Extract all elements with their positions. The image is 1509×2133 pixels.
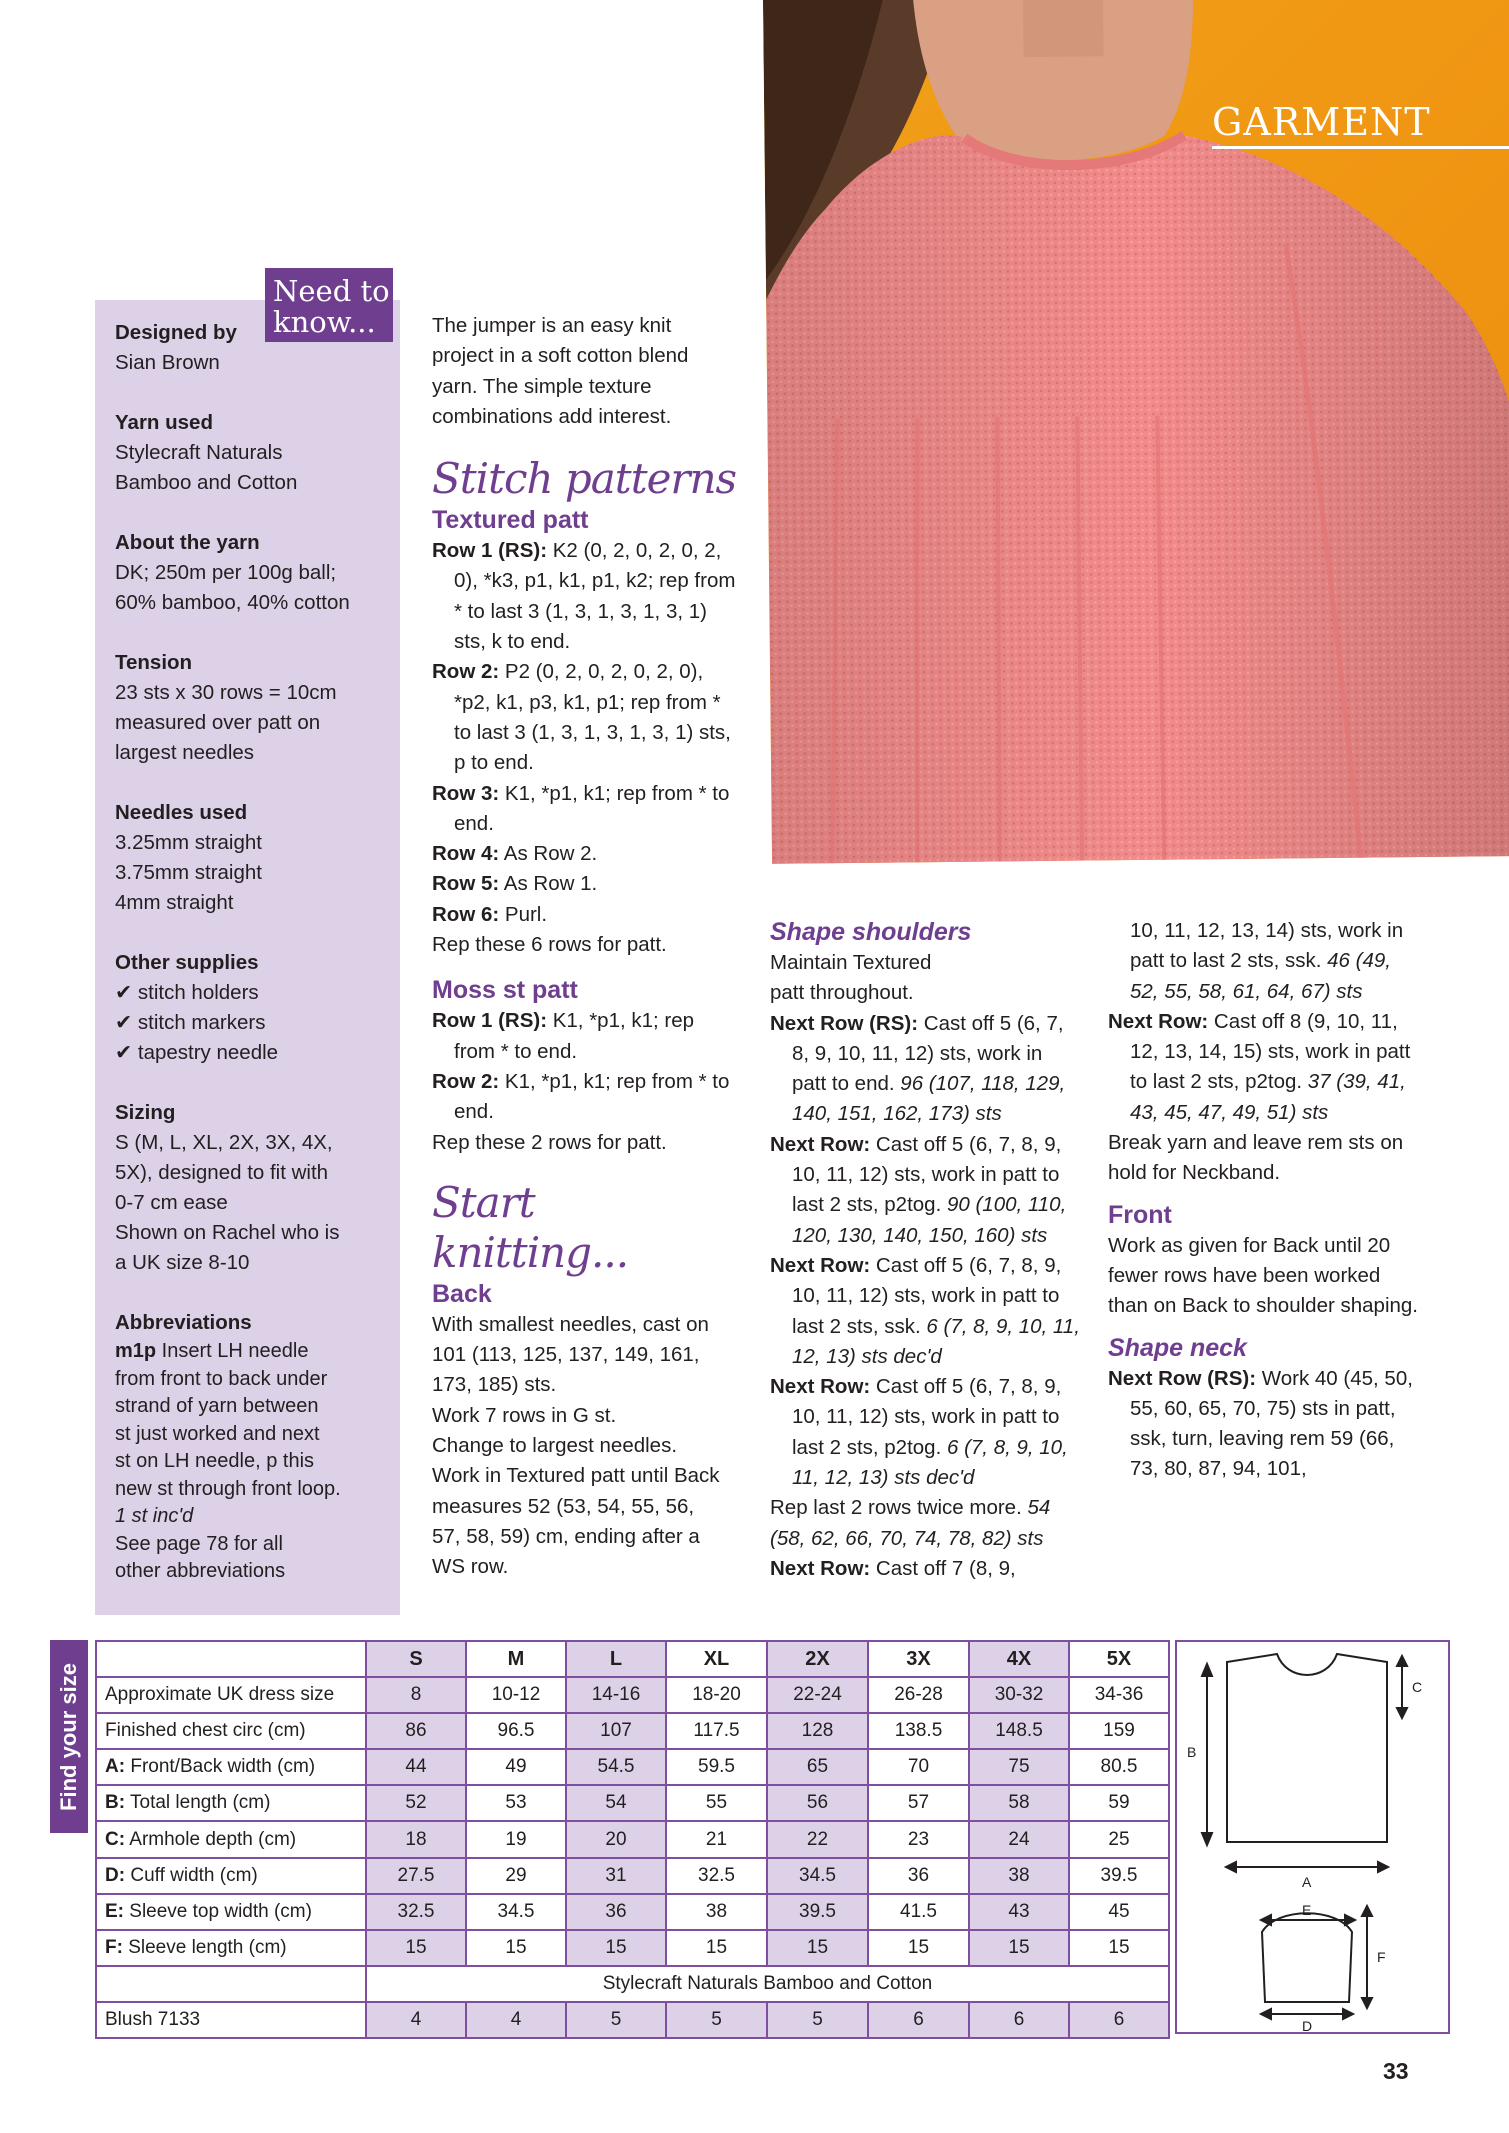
corner-cell [96,1641,366,1677]
section-label: GARMENT [1212,100,1509,149]
size-value: 128 [767,1713,868,1749]
body-schematic [1227,1654,1387,1842]
yarn-line: Bamboo and Cotton [115,471,298,494]
sizing-block [115,1098,382,1278]
size-table [95,1640,1170,2039]
intro-line: The jumper is an easy knit [432,314,672,337]
front-title: Front [1108,1200,1172,1229]
dim-label-b: B [1187,1744,1197,1760]
shoulders-intro: patt throughout. [770,981,914,1005]
size-value: 53 [466,1785,566,1821]
sleeve-schematic [1262,1913,1352,2002]
back-line: With smallest needles, cast on [432,1312,709,1336]
size-value: 29 [466,1858,566,1894]
pattern-row: Row 6: Purl. [432,902,548,926]
size-table-row [96,1930,1169,1966]
stitch-patterns-heading: Stitch patterns [432,454,737,504]
moss-patt-title: Moss st patt [432,976,578,1005]
size-value: 36 [566,1894,666,1930]
size-value: 32.5 [666,1858,767,1894]
intro-line: project in a soft cotton blend [432,344,689,368]
size-value: 43 [969,1894,1069,1930]
back-line: Work 7 rows in G st. [432,1403,617,1427]
tension-heading: Tension [115,651,193,674]
designed-by-heading: Designed by [115,321,237,344]
size-value: 15 [767,1930,868,1966]
size-header: 2X [767,1641,868,1677]
size-value: 96.5 [466,1713,566,1749]
pattern-repeat: Rep these 6 rows for patt. [432,933,667,957]
tension-line: 23 sts x 30 rows = 10cm [115,681,337,704]
size-value: 36 [868,1858,969,1894]
other-supplies-heading: Other supplies [115,951,259,974]
sizing-line: Shown on Rachel who is [115,1221,340,1244]
size-value: 34-36 [1069,1677,1169,1713]
back-line: WS row. [432,1555,509,1579]
row-label: F: Sleeve length (cm) [96,1930,366,1966]
size-value: 22 [767,1821,868,1857]
textured-patt-title: Textured patt [432,506,589,535]
pattern-column-1 [432,311,737,1583]
row-label: C: Armhole depth (cm) [96,1821,366,1857]
shoulder-step: Next Row: Cast off 5 (6, 7, 8, 9, 10, 11, 12) sts, work in patt to last 2 sts, p2tog. 6 (7, 8, 9, 10, 11, 12, 13) sts dec'd [770,1375,1068,1490]
start-knitting-heading: Start knitting... [432,1177,629,1277]
row-label: Approximate UK dress size [96,1677,366,1713]
size-value: 15 [466,1930,566,1966]
size-header: 4X [969,1641,1069,1677]
size-value: 59 [1069,1785,1169,1821]
needles-block [115,798,382,918]
dim-label-e: E [1302,1902,1312,1918]
shape-shoulders-title: Shape shoulders [770,918,972,946]
back-title: Back [432,1279,492,1308]
needles-heading: Needles used [115,801,248,824]
yarn-line: Stylecraft Naturals [115,441,283,464]
dim-label-c: C [1412,1679,1423,1695]
size-value: 27.5 [366,1858,466,1894]
size-value: 15 [1069,1930,1169,1966]
about-yarn-heading: About the yarn [115,531,260,554]
size-value: 25 [1069,1821,1169,1857]
blank-cell [96,1966,366,2002]
size-value: 31 [566,1858,666,1894]
size-value: 44 [366,1749,466,1785]
need-to-know-panel [95,300,400,1615]
back-line: 173, 185) sts. [432,1373,557,1397]
size-value: 56 [767,1785,868,1821]
about-yarn-line: DK; 250m per 100g ball; [115,561,337,584]
yarn-balls-value: 4 [366,2002,466,2038]
size-table-row [96,1894,1169,1930]
size-value: 15 [666,1930,767,1966]
pattern-row: Row 1 (RS): K2 (0, 2, 0, 2, 0, 2, 0), *k3, p1, k1, p1, k2; rep from * to last 3 (1, 3, 1, 3, 1, 3, 1) sts, k to end. [432,539,736,654]
pattern-row: Row 1 (RS): K1, *p1, k1; rep from * to end. [432,1009,695,1063]
size-value: 65 [767,1749,868,1785]
abbreviation-term: m1p [115,1340,157,1362]
size-value: 21 [666,1821,767,1857]
size-value: 20 [566,1821,666,1857]
size-value: 159 [1069,1713,1169,1749]
size-value: 18 [366,1821,466,1857]
yarn-used-block [115,408,382,498]
size-value: 138.5 [868,1713,969,1749]
sizing-heading: Sizing [115,1101,176,1124]
shoulder-step: Next Row: Cast off 8 (9, 10, 11, 12, 13, 14, 15) sts, work in patt to last 2 sts, p2tog. 37 (39, 41, 43, 45, 47, 49, 51) sts [1108,1009,1411,1124]
size-value: 117.5 [666,1713,767,1749]
pattern-repeat: Rep these 2 rows for patt. [432,1130,667,1154]
sizing-line: S (M, L, XL, 2X, 3X, 4X, [115,1131,333,1154]
needle-line: 3.75mm straight [115,861,262,884]
size-table-row [96,1858,1169,1894]
back-line: 57, 58, 59) cm, ending after a [432,1524,700,1548]
size-value: 49 [466,1749,566,1785]
shoulder-step: Next Row: Cast off 5 (6, 7, 8, 9, 10, 11, 12) sts, work in patt to last 2 sts, ssk. 6 (7, 8, 9, 10, 11, 12, 13) sts dec'd [770,1253,1080,1368]
row-label: E: Sleeve top width (cm) [96,1894,366,1930]
row-label: Finished chest circ (cm) [96,1713,366,1749]
size-value: 80.5 [1069,1749,1169,1785]
size-value: 15 [566,1930,666,1966]
size-value: 86 [366,1713,466,1749]
size-value: 75 [969,1749,1069,1785]
size-value: 39.5 [1069,1858,1169,1894]
back-line: measures 52 (53, 54, 55, 56, [432,1494,695,1518]
pattern-row: Row 2: K1, *p1, k1; rep from * to end. [432,1069,730,1124]
size-value: 34.5 [466,1894,566,1930]
size-table-row [96,1821,1169,1857]
abbreviation-line: new st through front loop. [115,1477,341,1500]
yarn-balls-value: 6 [1069,2002,1169,2038]
abbreviation-line: st on LH needle, p this [115,1450,315,1472]
yarn-balls-value: 5 [767,2002,868,2038]
sizing-line: a UK size 8-10 [115,1251,250,1274]
size-value: 148.5 [969,1713,1069,1749]
size-value: 58 [969,1785,1069,1821]
yarn-balls-value: 6 [868,2002,969,2038]
pattern-row: Row 3: K1, *p1, k1; rep from * to end. [432,781,730,835]
abbreviation-more: See page 78 for all [115,1532,283,1555]
tension-line: measured over patt on [115,711,321,734]
size-value: 18-20 [666,1677,767,1713]
size-table-row [96,1785,1169,1821]
shoulder-repeat: Rep last 2 rows twice more. 54 (58, 62, 66, 70, 74, 78, 82) sts [770,1496,1051,1550]
yarn-balls-value: 4 [466,2002,566,2038]
size-value: 24 [969,1821,1069,1857]
size-header: S [366,1641,466,1677]
size-value: 8 [366,1677,466,1713]
abbreviations-block [115,1308,382,1586]
size-value: 41.5 [868,1894,969,1930]
abbreviation-line [115,1338,382,1366]
row-label: B: Total length (cm) [96,1785,366,1821]
shoulder-step: Next Row (RS): Cast off 5 (6, 7, 8, 9, 10, 11, 12) sts, work in patt to end. 96 (107, 118, 129, 140, 151, 162, 173) sts [770,1011,1066,1126]
back-line: Work in Textured patt until Back [432,1464,720,1488]
row-label: D: Cuff width (cm) [96,1858,366,1894]
size-value: 55 [666,1785,767,1821]
need-tag-line: Need to [273,274,390,308]
supply-item: ✔ stitch holders [115,981,259,1004]
size-value: 54 [566,1785,666,1821]
size-value: 22-24 [767,1677,868,1713]
intro-line: combinations add interest. [432,404,672,428]
tension-block [115,648,382,768]
size-value: 70 [868,1749,969,1785]
yarn-colour-label: Blush 7133 [96,2002,366,2038]
break-yarn-text: Break yarn and leave rem sts on hold for Neckband. [1108,1131,1404,1185]
size-value: 52 [366,1785,466,1821]
size-value: 57 [868,1785,969,1821]
about-yarn-line: 60% bamboo, 40% cotton [115,591,350,614]
tension-line: largest needles [115,741,255,764]
about-yarn-block [115,528,382,618]
size-header: L [566,1641,666,1677]
neck-step: Next Row (RS): Work 40 (45, 50, 55, 60, 65, 70, 75) sts in patt, ssk, turn, leaving rem 59 (66, 73, 80, 87, 94, 101, [1108,1366,1413,1481]
dim-label-f: F [1377,1949,1386,1965]
shoulder-continued: 10, 11, 12, 13, 14) sts, work in patt to last 2 sts, ssk. 46 (49, 52, 55, 58, 61, 64, 67) sts [1130,919,1404,1003]
abbreviation-line: strand of yarn between [115,1395,319,1417]
front-text: Work as given for Back until 20 fewer rows have been worked than on Back to shoulder shaping. [1108,1233,1418,1318]
shoulder-step: Next Row: Cast off 7 (8, 9, [770,1556,1016,1580]
dim-label-a: A [1302,1874,1312,1890]
size-value: 15 [868,1930,969,1966]
size-value: 15 [366,1930,466,1966]
needle-line: 3.25mm straight [115,831,262,854]
need-to-know-tag [265,268,393,342]
needle-line: 4mm straight [115,891,234,914]
size-table-row [96,1713,1169,1749]
size-value: 45 [1069,1894,1169,1930]
yarn-balls-value: 6 [969,2002,1069,2038]
size-value: 19 [466,1821,566,1857]
size-value: 107 [566,1713,666,1749]
size-header: M [466,1641,566,1677]
size-value: 59.5 [666,1749,767,1785]
supply-item: ✔ tapestry needle [115,1041,279,1064]
size-table-row [96,1677,1169,1713]
yarn-balls-value: 5 [666,2002,767,2038]
schematic-svg [1177,1642,1448,2032]
intro-line: yarn. The simple texture [432,374,652,398]
size-header-row [96,1641,1169,1677]
size-value: 23 [868,1821,969,1857]
yarn-header-row [96,1966,1169,2002]
shoulder-step: Next Row: Cast off 5 (6, 7, 8, 9, 10, 11, 12) sts, work in patt to last 2 sts, p2tog. 90 (100, 110, 120, 130, 140, 150, 160) sts [770,1132,1067,1247]
shoulders-intro: Maintain Textured [770,951,932,974]
yarn-header: Stylecraft Naturals Bamboo and Cotton [366,1966,1169,2002]
size-value: 39.5 [767,1894,868,1930]
size-value: 54.5 [566,1749,666,1785]
pattern-row: Row 5: As Row 1. [432,872,598,896]
page-number: 33 [1383,2058,1409,2084]
size-table-row [96,1749,1169,1785]
dim-label-d: D [1302,2018,1313,2032]
size-header: 3X [868,1641,969,1677]
yarn-used-heading: Yarn used [115,411,213,434]
yarn-balls-value: 5 [566,2002,666,2038]
abbreviation-line: st just worked and next [115,1422,320,1445]
abbreviation-note: 1 st inc'd [115,1505,194,1527]
size-value: 15 [969,1930,1069,1966]
size-value: 34.5 [767,1858,868,1894]
pattern-column-2 [770,916,1080,1584]
find-your-size-tab: Find your size [50,1640,88,1833]
pattern-row: Row 4: As Row 2. [432,842,598,866]
abbreviations-heading: Abbreviations [115,1311,252,1334]
other-supplies-block [115,948,382,1068]
back-line: Change to largest needles. [432,1434,678,1458]
abbreviation-more: other abbreviations [115,1560,286,1582]
yarn-amount-row [96,2002,1169,2038]
size-header: 5X [1069,1641,1169,1677]
back-line: 101 (113, 125, 137, 149, 161, [432,1343,700,1367]
size-value: 30-32 [969,1677,1069,1713]
size-header: XL [666,1641,767,1677]
size-value: 38 [969,1858,1069,1894]
sizing-line: 5X), designed to fit with [115,1161,329,1184]
abbreviation-text: Insert LH needle [156,1340,309,1362]
pattern-column-3 [1108,916,1418,1485]
garment-diagram [1175,1640,1450,2034]
abbreviation-line: from front to back under [115,1367,328,1390]
shape-neck-title: Shape neck [1108,1333,1247,1362]
row-label: A: Front/Back width (cm) [96,1749,366,1785]
sizing-line: 0-7 cm ease [115,1191,228,1214]
size-value: 10-12 [466,1677,566,1713]
size-value: 38 [666,1894,767,1930]
size-value: 14-16 [566,1677,666,1713]
supply-item: ✔ stitch markers [115,1011,266,1034]
size-value: 26-28 [868,1677,969,1713]
pattern-row: Row 2: P2 (0, 2, 0, 2, 0, 2, 0), *p2, k1, p3, k1, p1; rep from * to last 3 (1, 3, 1, 3, 1, 3, 1) sts, p to end. [432,660,731,775]
size-value: 32.5 [366,1894,466,1930]
designer-name: Sian Brown [115,351,220,374]
need-tag-line: know... [273,305,376,339]
